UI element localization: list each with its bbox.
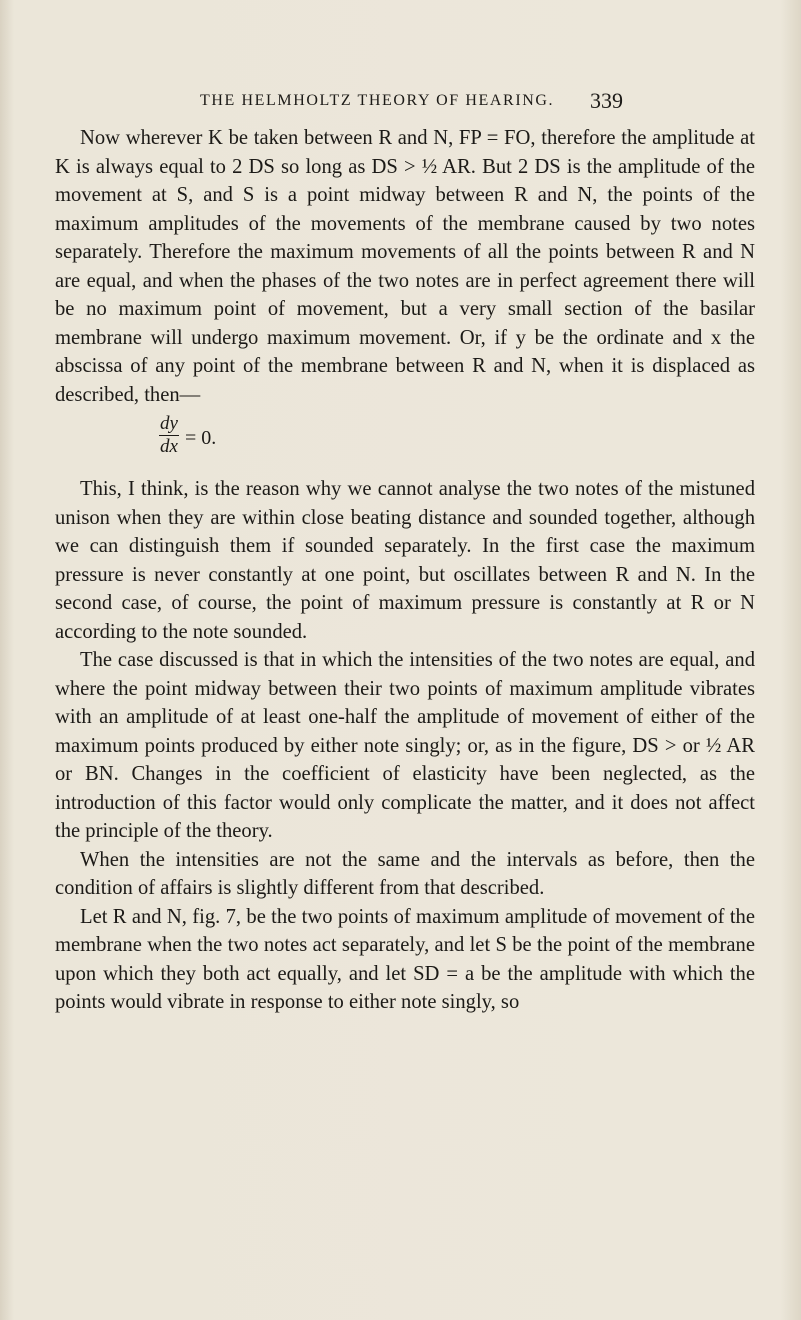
fraction — [159, 413, 179, 458]
fraction-denominator: dx — [160, 436, 178, 457]
paragraph: The case discussed is that in which the intensities of the two notes are equal, and where the point midway between their two points of maximum amplitude vibrates with an amplitude of at least one-half the amplitude of movement of either of the maximum points produced by either note singly; or, as in the figure, DS > or ½ AR or BN. Changes in the coefficient of elasticity have been neglected, as the introduction of this factor would only complicate the matter, and it does not affect the principle of the theory. — [55, 649, 755, 842]
running-head: THE HELMHOLTZ THEORY OF HEARING. — [200, 92, 555, 109]
body-text — [55, 124, 755, 1017]
paragraph: Let R and N, fig. 7, be the two points of maximum amplitude of movement of the membrane when the two notes act separately, and let S be the point of the membrane upon which they both act equally, and let SD = a be the amplitude with which the points would vibrate in response to either note singly, so — [55, 905, 755, 1013]
equation-rest: = 0. — [185, 427, 217, 449]
page-number: 339 — [590, 88, 623, 113]
paragraph: This, I think, is the reason why we cannot analyse the two notes of the mistuned unison when they are within close beating distance and sounded together, although we can distinguish them if sounded separately. In the first case the maximum pressure is never constantly at one point, but oscillates between R and N. In the second case, of course, the point of maximum pressure is constantly at R or N according to the note sounded. — [55, 478, 755, 643]
paragraph: Now wherever K be taken between R and N, FP = FO, therefore the amplitude at K is always equal to 2 DS so long as DS > ½ AR. But 2 DS is the amplitude of the movement at S, and S is a point midway between R and N, the points of the maximum amplitudes of the movements of the membrane caused by two notes separately. Therefore the maximum movements of all the points between R and N are equal, and when the phases of the two notes are in perfect agreement there will be no maximum point of movement, but a very small section of the basilar membrane will undergo maximum movement. Or, if y be the ordinate and x the abscissa of any point of the membrane between R and N, when it is displaced as described, then— — [55, 127, 755, 406]
paragraph: When the intensities are not the same and the intervals as before, then the condition of affairs is slightly different from that described. — [55, 848, 755, 899]
page-header — [0, 88, 801, 118]
equation — [55, 409, 755, 475]
fraction-numerator: dy — [160, 413, 178, 434]
